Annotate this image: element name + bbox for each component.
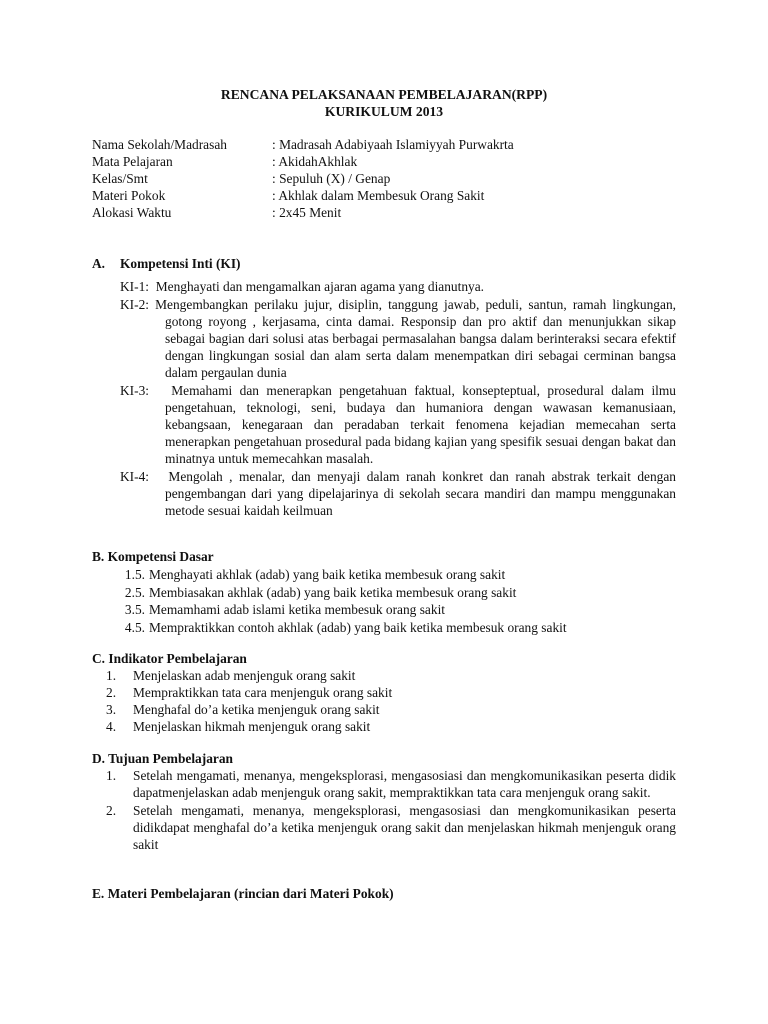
identity-label: Materi Pokok <box>92 188 166 203</box>
section-title: Kompetensi Inti (KI) <box>120 256 241 271</box>
list-text: Menjelaskan hikmah menjenguk orang sakit <box>133 719 371 734</box>
list-item <box>117 566 567 584</box>
section-c-heading: C. Indikator Pembelajaran <box>92 651 247 666</box>
list-number: 3.5. <box>124 602 145 617</box>
kd-list <box>117 566 567 636</box>
list-item <box>106 701 676 718</box>
ki-text: Memahami dan menerapkan pengetahuan faktual, konsepteptual, prosedural dalam ilmu pengetahuan, teknologi, seni, budaya dan humaniora dengan wawasan kemanusiaan, kebangsaan, kenegaraan dan peradaban terkait fenomena kejadian memecahan serta menerapkan pengetahuan prosedural pada bidang kajian yang spesifik sesuai dengan bakat dan minatnya untuk memecahkan masalah. <box>165 383 677 466</box>
ki-item <box>120 278 676 295</box>
identity-label: Kelas/Smt <box>92 171 148 186</box>
section-letter: A. <box>92 256 106 271</box>
list-text: Setelah mengamati, menanya, mengeksplorasi, mengasosiasi dan mengkomunikasikan peserta didik dapatmenjelaskan adab menjenguk orang sakit, mempraktikkan tata cara menjenguk orang sakit. <box>133 768 676 800</box>
list-item <box>117 601 567 619</box>
indikator-list <box>106 667 676 735</box>
list-item <box>106 667 676 684</box>
identity-value: : AkidahAkhlak <box>272 154 358 169</box>
ki-code: KI-3: <box>120 383 150 398</box>
tujuan-list <box>106 767 676 853</box>
identity-value: : Akhlak dalam Membesuk Orang Sakit <box>272 188 485 203</box>
ki-item <box>120 468 676 519</box>
identity-value: : Sepuluh (X) / Genap <box>272 171 391 186</box>
list-number: 1.5. <box>124 567 145 582</box>
document-subtitle: KURIKULUM 2013 <box>324 104 444 119</box>
list-text: Memamhami adab islami ketika membesuk orang sakit <box>149 602 446 617</box>
list-number: 4. <box>106 719 117 734</box>
list-text: Menghayati akhlak (adab) yang baik ketika membesuk orang sakit <box>149 567 506 582</box>
list-item <box>117 619 567 637</box>
list-text: Membiasakan akhlak (adab) yang baik ketika membesuk orang sakit <box>149 584 517 600</box>
identity-value: : Madrasah Adabiyaah Islamiyyah Purwakrta <box>272 137 514 152</box>
ki-item <box>120 382 676 467</box>
list-item <box>117 584 567 602</box>
ki-text: Mengembangkan perilaku jujur, disiplin, tanggung jawab, peduli, santun, ramah lingkungan, gotong royong , kerjasama, cinta damai. Responsip dan pro aktif dan menunjukkan sikap sebagai bagian dari solusi atas berbagai permasalahan bangsa dalam berinteraksi secara efektif dengan lingkungan sosial dan alam serta dalam menempatkan diri sebagai cerminan bangsa dalam pergaulan dunia <box>155 297 676 380</box>
ki-code: KI-4: <box>120 469 150 484</box>
list-text: Menjelaskan adab menjenguk orang sakit <box>133 668 356 683</box>
list-text: Setelah mengamati, menanya, mengeksplorasi, mengasosiasi dan mengkomunikasikan peserta didikdapat menghafal do’a ketika menjenguk orang sakit dan menjelaskan hikmah menjenguk orang sakit <box>133 803 676 852</box>
identity-row <box>92 170 514 187</box>
section-d-heading: D. Tujuan Pembelajaran <box>92 751 233 766</box>
identity-row <box>92 187 514 204</box>
section-e-heading: E. Materi Pembelajaran (rincian dari Materi Pokok) <box>92 886 394 901</box>
document-title: RENCANA PELAKSANAAN PEMBELAJARAN(RPP) <box>220 87 548 102</box>
identity-label: Alokasi Waktu <box>92 205 172 220</box>
section-a-heading <box>92 255 241 272</box>
identity-row <box>92 136 514 153</box>
list-item <box>106 684 676 701</box>
identity-value: : 2x45 Menit <box>272 205 342 220</box>
identity-row <box>92 204 514 221</box>
ki-code: KI-2: <box>120 297 150 312</box>
ki-text: Menghayati dan mengamalkan ajaran agama yang dianutnya. <box>155 279 485 294</box>
list-text: Mempraktikkan contoh akhlak (adab) yang baik ketika membesuk orang sakit <box>149 619 567 635</box>
list-text: Mempraktikkan tata cara menjenguk orang sakit <box>133 685 393 700</box>
identity-row <box>92 153 514 170</box>
list-number: 4.5. <box>124 619 145 635</box>
list-item <box>106 802 676 853</box>
identity-label: Nama Sekolah/Madrasah <box>92 137 227 152</box>
list-number: 2. <box>106 803 117 818</box>
list-item <box>106 767 676 801</box>
list-number: 1. <box>106 768 117 783</box>
list-number: 2.5. <box>124 584 145 600</box>
ki-list <box>120 278 676 519</box>
list-text: Menghafal do’a ketika menjenguk orang sakit <box>133 702 380 717</box>
list-item <box>106 718 676 735</box>
identity-label: Mata Pelajaran <box>92 154 173 169</box>
ki-code: KI-1: <box>120 279 150 294</box>
section-b-heading: B. Kompetensi Dasar <box>92 549 214 564</box>
list-number: 1. <box>106 668 117 683</box>
identity-block <box>92 136 514 221</box>
ki-item <box>120 296 676 381</box>
ki-text: Mengolah , menalar, dan menyaji dalam ranah konkret dan ranah abstrak terkait dengan pengembangan dari yang dipelajarinya di sekolah secara mandiri dan mampu menggunakan metode sesuai kaidah keilmuan <box>165 469 677 518</box>
list-number: 2. <box>106 685 117 700</box>
list-number: 3. <box>106 702 117 717</box>
